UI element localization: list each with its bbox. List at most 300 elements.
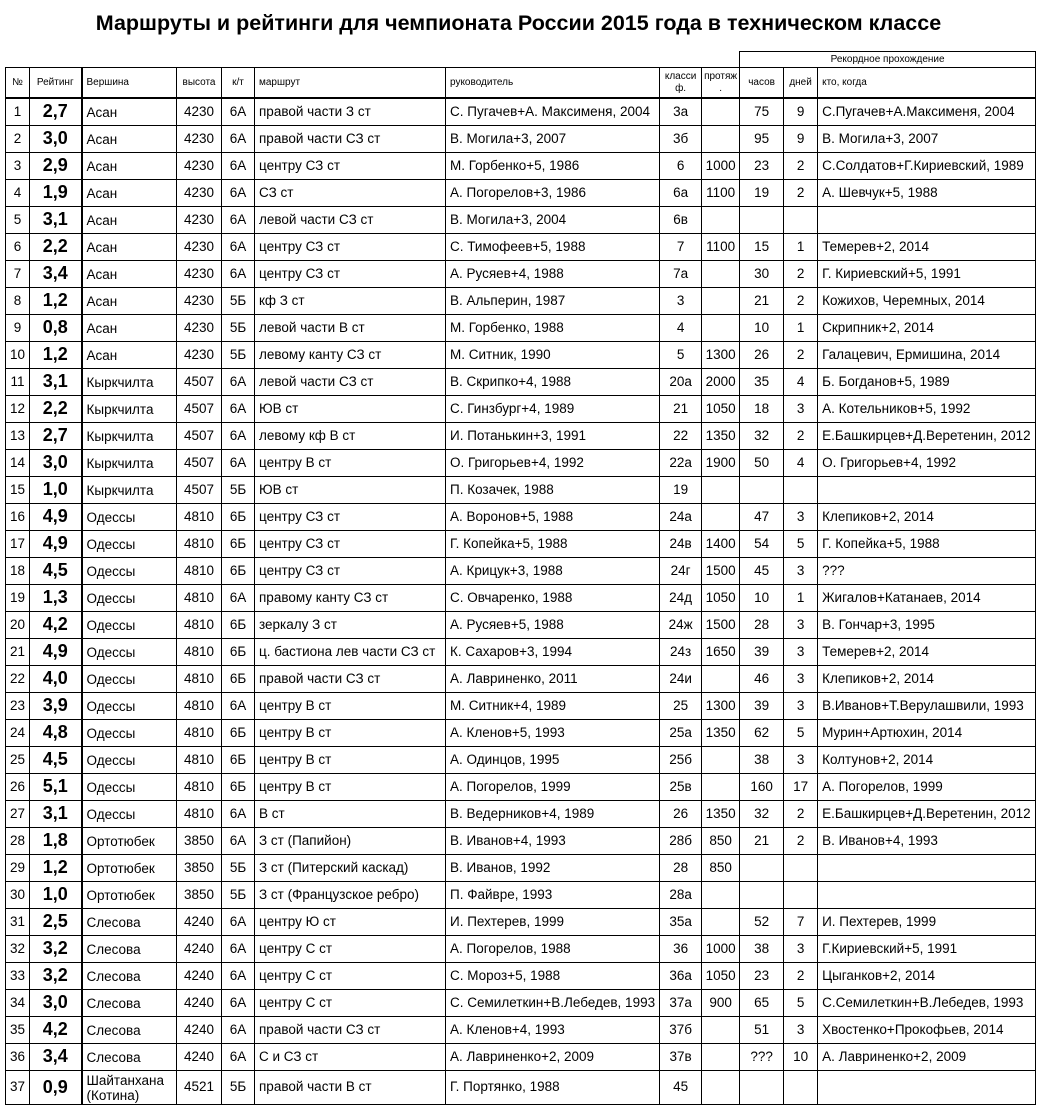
- cell-route: правой части СЗ ст: [255, 126, 446, 153]
- cell-rating: 4,5: [30, 747, 82, 774]
- table-row: [6, 504, 1036, 531]
- cell-category: 6А: [222, 693, 255, 720]
- table-row: [6, 1017, 1036, 1044]
- cell-days: 3: [784, 504, 818, 531]
- cell-rating: 3,2: [30, 963, 82, 990]
- cell-leader: С. Пугачев+А. Максименя, 2004: [446, 98, 660, 126]
- cell-leader: А. Крицук+3, 1988: [446, 558, 660, 585]
- cell-days: 2: [784, 180, 818, 207]
- cell-length: 2000: [702, 369, 740, 396]
- cell-category: 5Б: [222, 855, 255, 882]
- cell-days: 3: [784, 558, 818, 585]
- cell-num: 26: [6, 774, 30, 801]
- table-row: [6, 531, 1036, 558]
- table-row: [6, 207, 1036, 234]
- table-row: [6, 666, 1036, 693]
- cell-peak: Ортотюбек: [82, 855, 177, 882]
- cell-days: 17: [784, 774, 818, 801]
- cell-category: 5Б: [222, 1071, 255, 1105]
- cell-who-when: А. Котельников+5, 1992: [818, 396, 1036, 423]
- cell-classification: 24и: [660, 666, 702, 693]
- cell-leader: П. Козачек, 1988: [446, 477, 660, 504]
- cell-classification: 22а: [660, 450, 702, 477]
- cell-rating: 3,2: [30, 936, 82, 963]
- cell-who-when: Г. Кириевский+5, 1991: [818, 261, 1036, 288]
- cell-peak: Кыркчилта: [82, 369, 177, 396]
- cell-length: 850: [702, 828, 740, 855]
- header-category: к/т: [222, 68, 255, 99]
- cell-classification: 26: [660, 801, 702, 828]
- cell-height: 4810: [177, 639, 222, 666]
- cell-length: [702, 315, 740, 342]
- cell-height: 4230: [177, 180, 222, 207]
- cell-leader: К. Сахаров+3, 1994: [446, 639, 660, 666]
- cell-rating: 0,8: [30, 315, 82, 342]
- cell-who-when: В.Иванов+Т.Верулашвили, 1993: [818, 693, 1036, 720]
- cell-who-when: Хвостенко+Прокофьев, 2014: [818, 1017, 1036, 1044]
- table-row: [6, 801, 1036, 828]
- cell-rating: 1,9: [30, 180, 82, 207]
- cell-category: 6Б: [222, 612, 255, 639]
- cell-route: центру СЗ ст: [255, 558, 446, 585]
- cell-height: 4230: [177, 261, 222, 288]
- cell-hours: 38: [740, 747, 784, 774]
- cell-route: правой части З ст: [255, 98, 446, 126]
- cell-classification: 24ж: [660, 612, 702, 639]
- cell-peak: Кыркчилта: [82, 450, 177, 477]
- table-row: [6, 288, 1036, 315]
- cell-num: 12: [6, 396, 30, 423]
- cell-leader: А. Кленов+4, 1993: [446, 1017, 660, 1044]
- cell-leader: О. Григорьев+4, 1992: [446, 450, 660, 477]
- table-row: [6, 936, 1036, 963]
- cell-who-when: О. Григорьев+4, 1992: [818, 450, 1036, 477]
- cell-length: [702, 504, 740, 531]
- cell-classification: 24а: [660, 504, 702, 531]
- cell-num: 10: [6, 342, 30, 369]
- cell-leader: В. Иванов+4, 1993: [446, 828, 660, 855]
- header-hours: часов: [740, 68, 784, 99]
- cell-num: 35: [6, 1017, 30, 1044]
- cell-rating: 2,7: [30, 423, 82, 450]
- table-row: [6, 98, 1036, 126]
- cell-category: 6А: [222, 801, 255, 828]
- cell-route: правой части В ст: [255, 1071, 446, 1105]
- cell-height: 4230: [177, 98, 222, 126]
- cell-num: 3: [6, 153, 30, 180]
- cell-classification: 5: [660, 342, 702, 369]
- cell-num: 29: [6, 855, 30, 882]
- cell-peak: Асан: [82, 315, 177, 342]
- cell-route: центру С ст: [255, 936, 446, 963]
- cell-category: 6А: [222, 207, 255, 234]
- page-title: Маршруты и рейтинги для чемпионата России 2015 года в техническом классе: [95, 11, 942, 35]
- cell-category: 6А: [222, 98, 255, 126]
- cell-length: 1650: [702, 639, 740, 666]
- table-row: [6, 747, 1036, 774]
- cell-classification: 3а: [660, 98, 702, 126]
- cell-peak: Одессы: [82, 720, 177, 747]
- cell-category: 5Б: [222, 288, 255, 315]
- cell-peak: Ортотюбек: [82, 882, 177, 909]
- cell-category: 6А: [222, 369, 255, 396]
- cell-rating: 3,1: [30, 369, 82, 396]
- routes-table: [5, 51, 1036, 1105]
- cell-who-when: [818, 207, 1036, 234]
- cell-num: 22: [6, 666, 30, 693]
- cell-num: 21: [6, 639, 30, 666]
- cell-rating: 4,5: [30, 558, 82, 585]
- cell-peak: Одессы: [82, 585, 177, 612]
- cell-height: 4507: [177, 369, 222, 396]
- cell-days: 7: [784, 909, 818, 936]
- cell-rating: 4,9: [30, 504, 82, 531]
- cell-classification: 20а: [660, 369, 702, 396]
- cell-days: 2: [784, 261, 818, 288]
- cell-classification: 25б: [660, 747, 702, 774]
- table-row: [6, 126, 1036, 153]
- cell-hours: 10: [740, 585, 784, 612]
- table-row: [6, 153, 1036, 180]
- table-row: [6, 450, 1036, 477]
- cell-height: 3850: [177, 828, 222, 855]
- cell-hours: 38: [740, 936, 784, 963]
- table-row: [6, 1044, 1036, 1071]
- cell-who-when: В. Гончар+3, 1995: [818, 612, 1036, 639]
- cell-leader: В. Могила+3, 2007: [446, 126, 660, 153]
- cell-who-when: С.Семилеткин+В.Лебедев, 1993: [818, 990, 1036, 1017]
- cell-length: [702, 747, 740, 774]
- cell-days: 5: [784, 720, 818, 747]
- cell-leader: А. Лавриненко, 2011: [446, 666, 660, 693]
- cell-height: 4521: [177, 1071, 222, 1105]
- cell-days: 9: [784, 98, 818, 126]
- cell-hours: 32: [740, 801, 784, 828]
- cell-who-when: Жигалов+Катанаев, 2014: [818, 585, 1036, 612]
- cell-who-when: Г. Копейка+5, 1988: [818, 531, 1036, 558]
- header-height: высота: [177, 68, 222, 99]
- header-peak: Вершина: [82, 68, 177, 99]
- cell-length: 1500: [702, 612, 740, 639]
- cell-num: 32: [6, 936, 30, 963]
- cell-classification: 24г: [660, 558, 702, 585]
- cell-peak: Асан: [82, 153, 177, 180]
- cell-height: 4240: [177, 909, 222, 936]
- cell-peak: Асан: [82, 98, 177, 126]
- cell-route: зеркалу З ст: [255, 612, 446, 639]
- header-route: маршрут: [255, 68, 446, 99]
- cell-rating: 4,2: [30, 1017, 82, 1044]
- cell-num: 34: [6, 990, 30, 1017]
- cell-length: [702, 774, 740, 801]
- table-row: [6, 990, 1036, 1017]
- cell-who-when: Клепиков+2, 2014: [818, 504, 1036, 531]
- cell-length: 1100: [702, 180, 740, 207]
- cell-classification: 37а: [660, 990, 702, 1017]
- cell-rating: 3,4: [30, 261, 82, 288]
- cell-rating: 2,9: [30, 153, 82, 180]
- cell-hours: 45: [740, 558, 784, 585]
- table-row: [6, 774, 1036, 801]
- cell-hours: 51: [740, 1017, 784, 1044]
- cell-route: левой части В ст: [255, 315, 446, 342]
- cell-length: 1300: [702, 342, 740, 369]
- cell-leader: А. Погорелов+3, 1986: [446, 180, 660, 207]
- table-row: [6, 693, 1036, 720]
- cell-route: левому кф В ст: [255, 423, 446, 450]
- cell-days: 3: [784, 1017, 818, 1044]
- cell-who-when: В. Иванов+4, 1993: [818, 828, 1036, 855]
- cell-category: 6А: [222, 450, 255, 477]
- cell-category: 6Б: [222, 558, 255, 585]
- table-row: [6, 585, 1036, 612]
- cell-category: 6Б: [222, 531, 255, 558]
- cell-leader: С. Тимофеев+5, 1988: [446, 234, 660, 261]
- cell-num: 18: [6, 558, 30, 585]
- cell-category: 6А: [222, 126, 255, 153]
- cell-height: 3850: [177, 855, 222, 882]
- cell-leader: М. Ситник, 1990: [446, 342, 660, 369]
- cell-who-when: А. Погорелов, 1999: [818, 774, 1036, 801]
- cell-height: 4230: [177, 153, 222, 180]
- cell-leader: С. Гинзбург+4, 1989: [446, 396, 660, 423]
- table-row: [6, 180, 1036, 207]
- cell-category: 6А: [222, 585, 255, 612]
- cell-rating: 3,4: [30, 1044, 82, 1071]
- cell-length: 1050: [702, 963, 740, 990]
- cell-height: 4507: [177, 477, 222, 504]
- cell-days: 3: [784, 612, 818, 639]
- cell-length: 1900: [702, 450, 740, 477]
- cell-classification: 24в: [660, 531, 702, 558]
- header-rating: Рейтинг: [30, 68, 82, 99]
- cell-classification: 24з: [660, 639, 702, 666]
- cell-rating: 1,2: [30, 855, 82, 882]
- cell-num: 31: [6, 909, 30, 936]
- cell-days: 9: [784, 126, 818, 153]
- cell-who-when: [818, 1071, 1036, 1105]
- header-classification: класси ф.: [660, 68, 702, 99]
- cell-category: 6Б: [222, 774, 255, 801]
- cell-hours: 18: [740, 396, 784, 423]
- cell-route: центру В ст: [255, 450, 446, 477]
- cell-num: 6: [6, 234, 30, 261]
- cell-leader: М. Горбенко+5, 1986: [446, 153, 660, 180]
- cell-classification: 4: [660, 315, 702, 342]
- cell-length: 1000: [702, 153, 740, 180]
- cell-route: центру С ст: [255, 963, 446, 990]
- table-row: [6, 828, 1036, 855]
- cell-classification: 25в: [660, 774, 702, 801]
- cell-category: 6А: [222, 261, 255, 288]
- cell-hours: [740, 855, 784, 882]
- cell-days: 2: [784, 801, 818, 828]
- cell-days: 2: [784, 963, 818, 990]
- cell-height: 4810: [177, 585, 222, 612]
- cell-leader: П. Файвре, 1993: [446, 882, 660, 909]
- cell-hours: [740, 1071, 784, 1105]
- cell-classification: 3: [660, 288, 702, 315]
- cell-length: [702, 98, 740, 126]
- cell-classification: 36: [660, 936, 702, 963]
- cell-days: 4: [784, 369, 818, 396]
- cell-category: 6А: [222, 963, 255, 990]
- cell-days: 2: [784, 828, 818, 855]
- cell-rating: 1,3: [30, 585, 82, 612]
- cell-leader: С. Мороз+5, 1988: [446, 963, 660, 990]
- cell-num: 15: [6, 477, 30, 504]
- cell-route: СЗ ст: [255, 180, 446, 207]
- table-row: [6, 315, 1036, 342]
- table-row: [6, 720, 1036, 747]
- cell-num: 14: [6, 450, 30, 477]
- cell-height: 4810: [177, 801, 222, 828]
- cell-category: 6А: [222, 396, 255, 423]
- cell-who-when: В. Могила+3, 2007: [818, 126, 1036, 153]
- cell-days: [784, 207, 818, 234]
- cell-hours: 62: [740, 720, 784, 747]
- table-row: [6, 1071, 1036, 1105]
- cell-length: [702, 207, 740, 234]
- cell-peak: Одессы: [82, 747, 177, 774]
- cell-days: 2: [784, 342, 818, 369]
- cell-who-when: С.Пугачев+А.Максименя, 2004: [818, 98, 1036, 126]
- cell-classification: 37в: [660, 1044, 702, 1071]
- cell-rating: 2,2: [30, 396, 82, 423]
- cell-height: 4507: [177, 450, 222, 477]
- cell-route: левой части СЗ ст: [255, 369, 446, 396]
- cell-hours: 32: [740, 423, 784, 450]
- cell-rating: 4,0: [30, 666, 82, 693]
- cell-peak: Кыркчилта: [82, 423, 177, 450]
- cell-height: 4240: [177, 936, 222, 963]
- cell-height: 4240: [177, 1044, 222, 1071]
- cell-height: 4810: [177, 693, 222, 720]
- cell-length: [702, 288, 740, 315]
- cell-rating: 3,1: [30, 207, 82, 234]
- cell-classification: 24д: [660, 585, 702, 612]
- cell-length: [702, 477, 740, 504]
- cell-peak: Одессы: [82, 558, 177, 585]
- cell-leader: А. Кленов+5, 1993: [446, 720, 660, 747]
- cell-length: 1500: [702, 558, 740, 585]
- cell-category: 5Б: [222, 315, 255, 342]
- cell-category: 6А: [222, 909, 255, 936]
- cell-length: [702, 126, 740, 153]
- cell-who-when: Кожихов, Черемных, 2014: [818, 288, 1036, 315]
- cell-who-when: [818, 882, 1036, 909]
- cell-num: 11: [6, 369, 30, 396]
- cell-days: 5: [784, 531, 818, 558]
- cell-hours: 21: [740, 828, 784, 855]
- cell-category: 6Б: [222, 639, 255, 666]
- cell-leader: Г. Копейка+5, 1988: [446, 531, 660, 558]
- cell-hours: [740, 882, 784, 909]
- cell-days: 3: [784, 747, 818, 774]
- cell-peak: Слесова: [82, 963, 177, 990]
- cell-leader: А. Погорелов, 1988: [446, 936, 660, 963]
- cell-peak: Асан: [82, 180, 177, 207]
- table-row: [6, 396, 1036, 423]
- cell-days: 4: [784, 450, 818, 477]
- table-row: [6, 639, 1036, 666]
- cell-who-when: Галацевич, Ермишина, 2014: [818, 342, 1036, 369]
- cell-leader: М. Ситник+4, 1989: [446, 693, 660, 720]
- record-group-label: Рекордное прохождение: [740, 52, 1036, 68]
- cell-num: 23: [6, 693, 30, 720]
- cell-hours: 15: [740, 234, 784, 261]
- cell-days: 3: [784, 936, 818, 963]
- cell-category: 6Б: [222, 504, 255, 531]
- cell-classification: 28б: [660, 828, 702, 855]
- cell-hours: 54: [740, 531, 784, 558]
- cell-route: центру В ст: [255, 747, 446, 774]
- table-row: [6, 855, 1036, 882]
- cell-hours: 10: [740, 315, 784, 342]
- cell-classification: 6: [660, 153, 702, 180]
- cell-num: 5: [6, 207, 30, 234]
- cell-route: центру СЗ ст: [255, 531, 446, 558]
- cell-hours: 46: [740, 666, 784, 693]
- cell-height: 4240: [177, 1017, 222, 1044]
- cell-height: 4230: [177, 207, 222, 234]
- cell-leader: С. Семилеткин+В.Лебедев, 1993: [446, 990, 660, 1017]
- cell-route: центру В ст: [255, 774, 446, 801]
- cell-peak: Шайтанхана (Котина): [82, 1071, 177, 1105]
- cell-peak: Ортотюбек: [82, 828, 177, 855]
- cell-classification: 3б: [660, 126, 702, 153]
- cell-peak: Одессы: [82, 693, 177, 720]
- cell-height: 4810: [177, 666, 222, 693]
- cell-category: 6А: [222, 153, 255, 180]
- table-row: [6, 342, 1036, 369]
- header-leader: руководитель: [446, 68, 660, 99]
- cell-route: центру В ст: [255, 693, 446, 720]
- cell-leader: И. Пехтерев, 1999: [446, 909, 660, 936]
- table-row: [6, 369, 1036, 396]
- cell-days: 1: [784, 315, 818, 342]
- cell-route: центру СЗ ст: [255, 153, 446, 180]
- cell-hours: ???: [740, 1044, 784, 1071]
- cell-height: 4507: [177, 396, 222, 423]
- table-body: [6, 98, 1036, 1105]
- cell-days: 2: [784, 288, 818, 315]
- cell-classification: 45: [660, 1071, 702, 1105]
- table-row: [6, 612, 1036, 639]
- cell-num: 37: [6, 1071, 30, 1105]
- cell-num: 2: [6, 126, 30, 153]
- cell-classification: 37б: [660, 1017, 702, 1044]
- cell-rating: 1,0: [30, 477, 82, 504]
- cell-route: центру С ст: [255, 990, 446, 1017]
- cell-num: 27: [6, 801, 30, 828]
- cell-days: 10: [784, 1044, 818, 1071]
- cell-rating: 3,0: [30, 990, 82, 1017]
- cell-classification: 7а: [660, 261, 702, 288]
- cell-route: В ст: [255, 801, 446, 828]
- cell-rating: 2,5: [30, 909, 82, 936]
- cell-classification: 25: [660, 693, 702, 720]
- cell-num: 1: [6, 98, 30, 126]
- cell-length: 1050: [702, 585, 740, 612]
- table-row: [6, 234, 1036, 261]
- cell-num: 28: [6, 828, 30, 855]
- cell-num: 19: [6, 585, 30, 612]
- cell-hours: 35: [740, 369, 784, 396]
- cell-category: 6Б: [222, 666, 255, 693]
- cell-leader: И. Потанькин+3, 1991: [446, 423, 660, 450]
- cell-route: центру В ст: [255, 720, 446, 747]
